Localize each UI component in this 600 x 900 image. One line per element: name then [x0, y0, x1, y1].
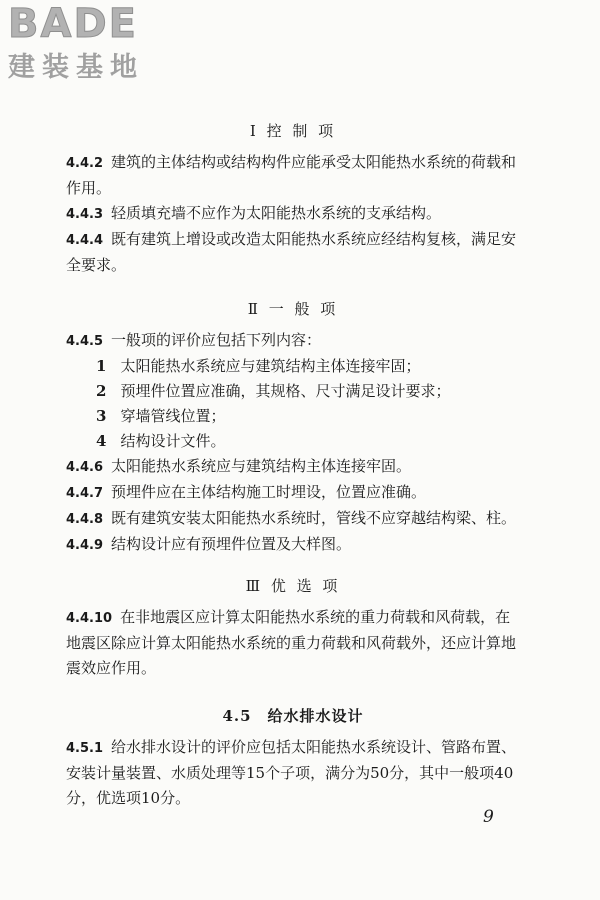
list-item-4 [66, 429, 520, 454]
item-text: 预埋件位置应准确，其规格、尺寸满足设计要求； [120, 382, 451, 400]
clause-number: 4.4.8 [66, 512, 104, 527]
clause-number: 4.4.3 [66, 207, 104, 222]
clause-number: 4.4.10 [66, 611, 113, 626]
logo-subtitle: 建装基地 [8, 52, 144, 83]
clause-4-4-9 [66, 532, 520, 558]
clause-text: 预埋件应在主体结构施工时埋设，位置应准确。 [111, 483, 427, 501]
list-item-2 [66, 379, 520, 404]
clause-text: 既有建筑安装太阳能热水系统时，管线不应穿越结构梁、柱。 [111, 509, 517, 527]
clause-text: 结构设计应有预埋件位置及大样图。 [111, 535, 352, 553]
logo-wordmark: BADE [8, 1, 138, 47]
item-number: 4 [96, 432, 107, 450]
section-heading-general: Ⅱ 一 般 项 [247, 300, 339, 318]
clause-text: 给水排水设计的评价应包括太阳能热水系统设计、管路布置、安装计量装置、水质处理等15个子项，满分为50分，其中一般项40分，优选项10分。 [66, 738, 517, 807]
item-number: 2 [96, 382, 107, 400]
clause-number: 4.4.5 [66, 334, 104, 349]
clause-4-4-8 [66, 506, 520, 532]
clause-text: 既有建筑上增设或改造太阳能热水系统应经结构复核，满足安全要求。 [66, 230, 517, 274]
section-heading-preferred: Ⅲ 优 选 项 [245, 577, 341, 595]
section-heading-control: Ⅰ 控 制 项 [249, 122, 337, 140]
list-item-3 [66, 404, 520, 429]
item-text: 太阳能热水系统应与建筑结构主体连接牢固； [120, 357, 421, 375]
clause-4-4-3 [66, 201, 520, 227]
clause-number: 4.4.2 [66, 156, 104, 171]
clause-4-4-4 [66, 227, 520, 278]
document-body [66, 112, 520, 811]
clause-4-4-10 [66, 605, 520, 681]
clause-text: 一般项的评价应包括下列内容： [111, 331, 322, 349]
clause-text: 建筑的主体结构或结构构件应能承受太阳能热水系统的荷载和作用。 [66, 153, 517, 197]
clause-4-5-1 [66, 735, 520, 811]
clause-text: 轻质填充墙不应作为太阳能热水系统的支承结构。 [111, 204, 442, 222]
clause-number: 4.4.9 [66, 538, 104, 553]
clause-4-4-6 [66, 454, 520, 480]
clause-text: 太阳能热水系统应与建筑结构主体连接牢固。 [111, 457, 412, 475]
item-text: 穿墙管线位置； [120, 407, 226, 425]
clause-number: 4.4.7 [66, 486, 104, 501]
page-number: 9 [483, 807, 494, 827]
item-text: 结构设计文件。 [120, 432, 226, 450]
item-number: 1 [96, 357, 107, 375]
section-heading-water-supply: 4.5 给水排水设计 [222, 707, 364, 725]
clause-4-4-5 [66, 328, 520, 354]
clause-number: 4.5.1 [66, 741, 104, 756]
clause-number: 4.4.6 [66, 460, 104, 475]
clause-4-4-2 [66, 150, 520, 201]
clause-number: 4.4.4 [66, 233, 104, 248]
clause-text: 在非地震区应计算太阳能热水系统的重力荷载和风荷载，在地震区除应计算太阳能热水系统的重力荷载和风荷载外，还应计算地震效应作用。 [66, 608, 517, 677]
bade-logo [8, 2, 178, 86]
item-number: 3 [96, 407, 107, 425]
list-item-1 [66, 354, 520, 379]
clause-4-4-7 [66, 480, 520, 506]
